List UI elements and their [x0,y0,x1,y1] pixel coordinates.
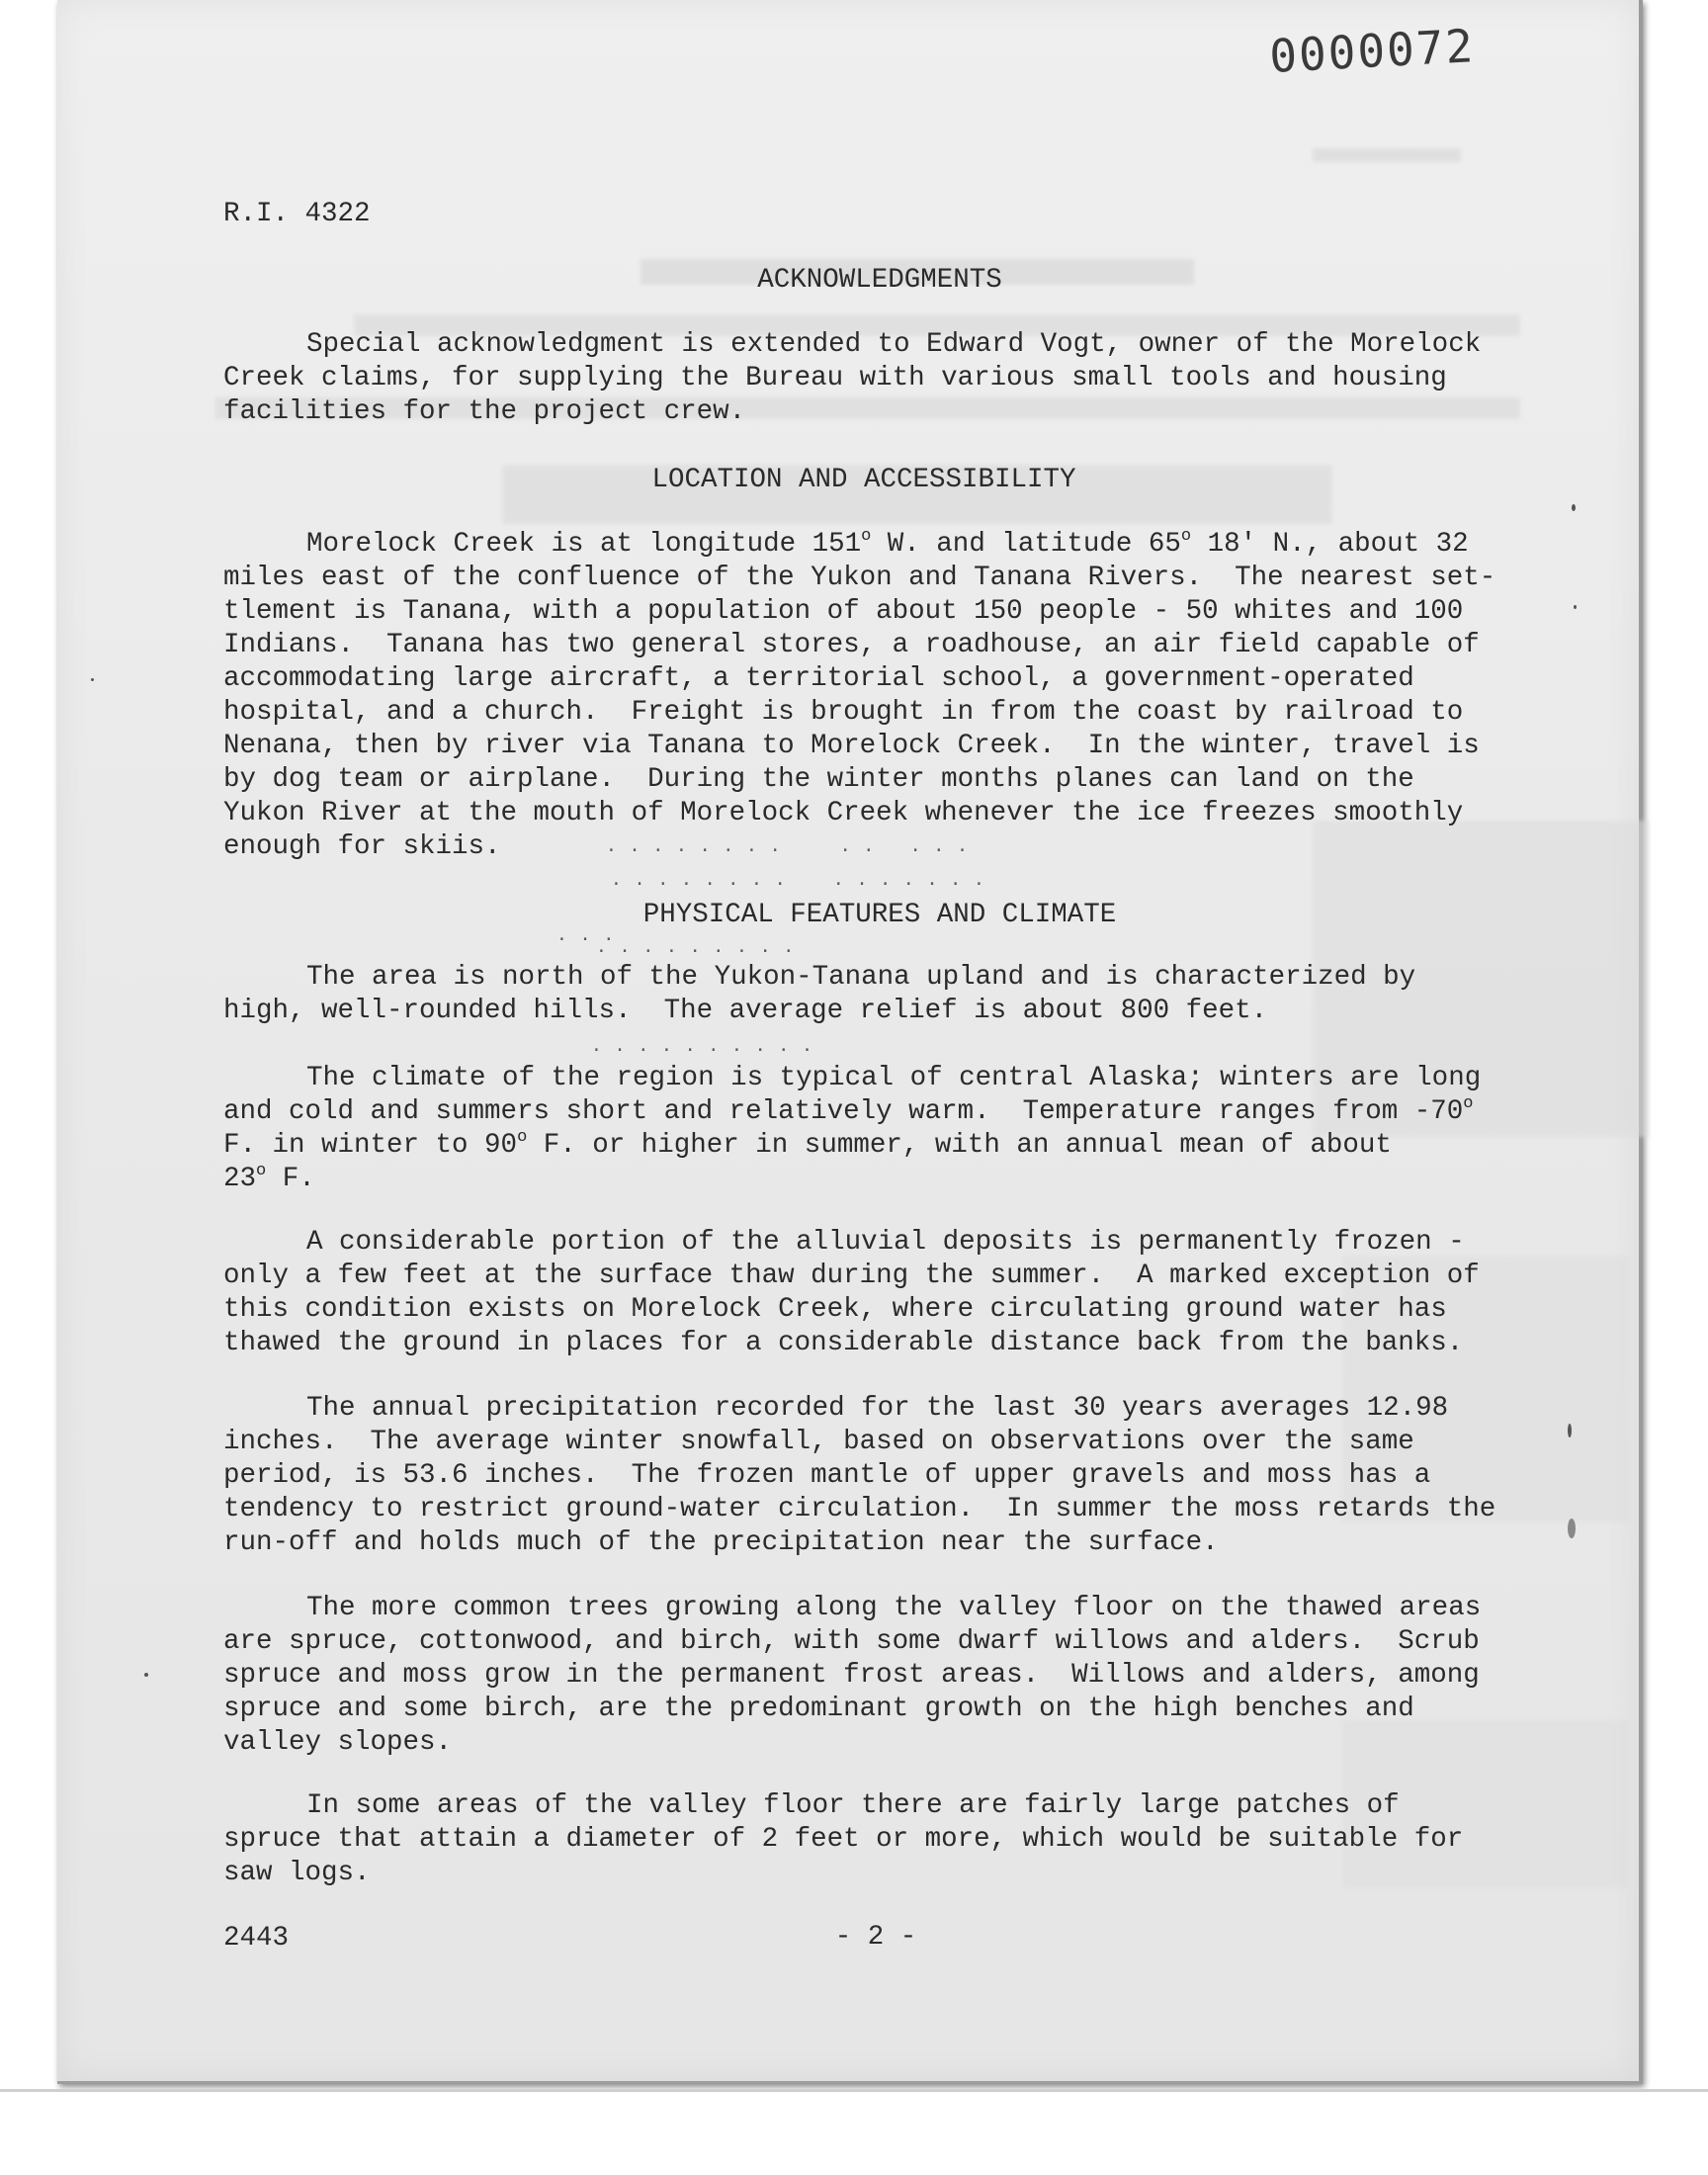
paragraph-spruce [223,1789,1463,1890]
text-line: saw logs. [223,1858,371,1888]
section-heading-physical: PHYSICAL FEATURES AND CLIMATE [642,900,1117,930]
scanner-bed-edge [0,2089,1708,2092]
scan-speck [91,678,94,681]
scan-speck [1568,1424,1572,1437]
text-line: enough for skiis. [223,831,501,862]
text-line: tendency to restrict ground-water circulation. In summer the moss retards the [223,1494,1496,1524]
degree-mark: o [517,1128,528,1147]
text-line-with-degrees [223,1129,1481,1163]
dotted-artifact: · · · · · · · · · · · · · [606,840,969,861]
text-line: are spruce, cottonwood, and birch, with some dwarf willows and alders. Scrub [223,1626,1480,1657]
text-line: by dog team or airplane. During the winter months planes can land on the [223,764,1414,795]
text-segment: 18' N., about 32 [1191,529,1469,560]
paragraph-climate [223,1062,1481,1196]
text-line-with-degrees [223,528,1495,562]
text-line: Nenana, then by river via Tanana to Morelock Creek. In the winter, travel is [223,731,1480,761]
text-line: spruce and moss grow in the permanent frost areas. Willows and alders, among [223,1660,1480,1691]
text-line: accommodating large aircraft, a territorial school, a government-operated [223,663,1414,694]
text-line: tlement is Tanana, with a population of about 150 people - 50 whites and 100 [223,596,1464,627]
text-line: The area is north of the Yukon-Tanana upland and is characterized by [306,962,1416,993]
degree-mark: o [1463,1094,1474,1113]
scan-speck [1574,605,1577,609]
text-line: The climate of the region is typical of central Alaska; winters are long [306,1063,1482,1093]
text-segment: and cold and summers short and relatively warm. Temperature ranges from -70 [223,1096,1464,1127]
text-line: run-off and holds much of the precipitation near the surface. [223,1527,1219,1558]
document-page [57,0,1643,2084]
footer-code: 2443 [223,1923,290,1954]
paragraph-acknowledgments [223,328,1481,429]
text-line-with-degrees [223,1095,1481,1129]
text-segment: W. and latitude 65 [871,529,1181,560]
scan-speck [1572,504,1576,511]
dotted-artifact: · · · · · · · · · · [591,1040,813,1061]
dotted-artifact: · · · [556,929,616,950]
degree-mark: o [861,527,872,546]
text-line: inches. The average winter snowfall, based on observations over the same [223,1427,1414,1457]
paragraph-frozen-deposits [223,1226,1480,1360]
text-segment: F. or higher in summer, with an annual mean of about [527,1130,1392,1161]
text-line: Yukon River at the mouth of Morelock Creek whenever the ice freezes smoothly [223,798,1464,828]
text-line: valley slopes. [223,1727,453,1758]
scan-speck [1568,1519,1576,1538]
text-line: Special acknowledgment is extended to Edward Vogt, owner of the Morelock [306,329,1482,360]
text-segment: 23 [223,1164,257,1194]
text-line: miles east of the confluence of the Yukon and Tanana Rivers. The nearest set- [223,563,1496,593]
document-stamp-number: 0000072 [1268,19,1477,83]
text-line: hospital, and a church. Freight is brought in from the coast by railroad to [223,697,1464,728]
degree-mark: o [1180,527,1192,546]
text-line: thawed the ground in places for a considerable distance back from the banks. [223,1328,1464,1358]
text-line: Creek claims, for supplying the Bureau with various small tools and housing [223,363,1447,393]
text-segment: F. in winter to 90 [223,1130,518,1161]
text-line-with-degrees [223,1163,1481,1196]
page-number: - 2 - [834,1922,917,1953]
text-line: facilities for the project crew. [223,396,746,427]
text-line: The annual precipitation recorded for the last 30 years averages 12.98 [306,1393,1449,1424]
bleed-through-mark [1313,148,1461,162]
report-id: R.I. 4322 [223,199,371,229]
section-heading-acknowledgments: ACKNOWLEDGMENTS [757,265,1002,296]
text-line: The more common trees growing along the valley floor on the thawed areas [306,1593,1482,1623]
paragraph-precipitation [223,1392,1495,1560]
text-line: spruce that attain a diameter of 2 feet or more, which would be suitable for [223,1824,1464,1855]
paragraph-trees [223,1592,1481,1760]
scan-speck [144,1673,148,1677]
paragraph-area [223,961,1415,1028]
dotted-artifact: · · · · · · · · · · · · · · · [611,874,985,895]
text-segment: F. [266,1164,315,1194]
degree-mark: o [256,1162,267,1180]
text-line: spruce and some birch, are the predominant growth on the high benches and [223,1694,1414,1724]
text-line: period, is 53.6 inches. The frozen mantle of upper gravels and moss has a [223,1460,1431,1491]
section-heading-location: LOCATION AND ACCESSIBILITY [651,465,1076,495]
text-line: Indians. Tanana has two general stores, a roadhouse, an air field capable of [223,630,1480,660]
text-segment: Morelock Creek is at longitude 151 [306,529,862,560]
text-line: In some areas of the valley floor there are fairly large patches of [306,1790,1400,1821]
paragraph-location [223,528,1495,864]
text-line: high, well-rounded hills. The average relief is about 800 feet. [223,996,1268,1026]
text-line: this condition exists on Morelock Creek, where circulating ground water has [223,1294,1447,1325]
dotted-artifact: · · · · · · · · · [596,941,796,962]
text-line: A considerable portion of the alluvial deposits is permanently frozen - [306,1227,1465,1258]
text-line: only a few feet at the surface thaw during the summer. A marked exception of [223,1261,1480,1291]
